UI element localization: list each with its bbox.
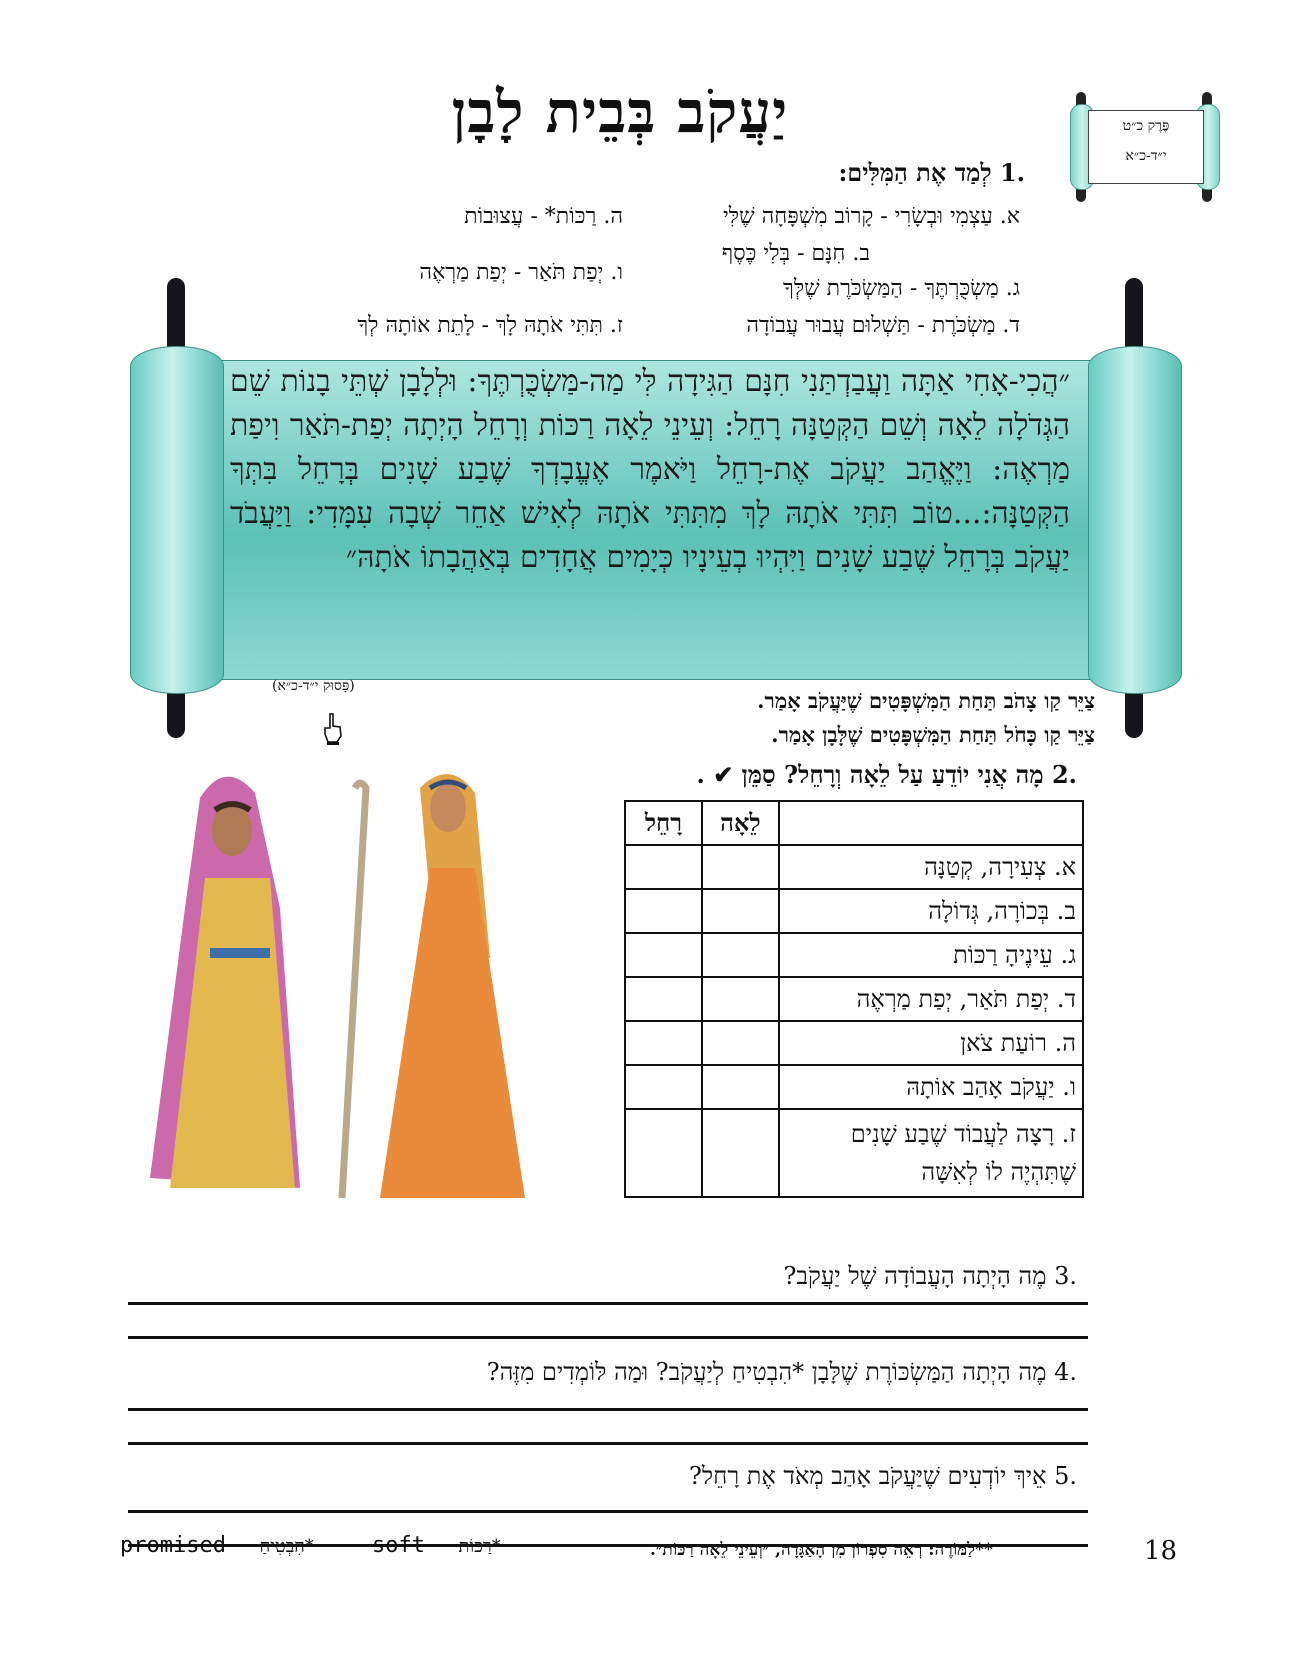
answer-line[interactable] [128, 1336, 1088, 1339]
checkbox-rachel[interactable] [625, 1065, 702, 1109]
row-label: ד. יְפַת תֹּאַר, יְפַת מַרְאֶה [779, 977, 1083, 1021]
question-4: .4 מֶה הָיְתָה הַמַּשְׂכּוֹרֶת שֶׁלָּבָן *הִבְטִיחַ לְיַעֲקֹב? וּמַה לּוֹמְדִים מִזֶּה? [486, 1358, 1077, 1386]
checkbox-leah[interactable] [702, 1065, 779, 1109]
table-row [625, 889, 1083, 933]
page-number: 18 [1144, 1536, 1178, 1566]
column-header-leah: לֵאָה [702, 801, 779, 845]
gloss-english: soft - [372, 1533, 452, 1558]
gloss-english: promised - [120, 1533, 253, 1558]
checkbox-leah[interactable] [702, 933, 779, 977]
checkbox-rachel[interactable] [625, 977, 702, 1021]
vocab-item: ג. מַשְׂכֻּרְתֶּךָ - הַמַּשְׂכֹּרֶת שֶׁלְּךָ [783, 276, 1020, 301]
verse-reference: (פָּסוּק י״ד-כ״א) [272, 678, 355, 694]
gloss-soft [372, 1533, 501, 1558]
question-5: .5 אֵיךְ יוֹדְעִים שֶׁיַּעֲקֹב אָהַב מְאֹד אֶת רָחֵל? [689, 1462, 1077, 1490]
row-label: ה. רוֹעַת צֹאן [779, 1021, 1083, 1065]
vocab-item: ב. חִנָּם - בְּלִי כֶּסֶף [721, 241, 870, 266]
checkbox-leah[interactable] [702, 889, 779, 933]
instruction-yellow: צַיֵּר קַו צָהֹב תַּחַת הַמִּשְׁפָּטִים שֶׁיַּעֲקֹב אָמַר. [757, 688, 1095, 713]
answer-line[interactable] [128, 1510, 1088, 1513]
row-label: א. צְעִירָה, קְטַנָּה [779, 845, 1083, 889]
gloss-hebrew: רַכּוֹת* [458, 1536, 501, 1557]
table-row [625, 845, 1083, 889]
table-row [625, 977, 1083, 1021]
scroll-cylinder [1088, 346, 1182, 694]
checkbox-rachel[interactable] [625, 1109, 702, 1197]
gloss-promised [120, 1533, 314, 1558]
column-header-rachel: רָחֵל [625, 801, 702, 845]
chapter-verses: י״ד-כ״א [1125, 148, 1167, 164]
table-row [625, 1109, 1083, 1197]
pointing-hand-icon [320, 712, 346, 746]
instruction-blue: צַיֵּר קַו כָּחֹל תַּחַת הַמִּשְׁפָּטִים שֶׁלָּבָן אָמַר. [771, 722, 1095, 747]
vocab-item: ז. תִּתִּי אֹתָהּ לָךְ - לָתֵת אוֹתָהּ לְךָ [357, 313, 623, 338]
table-row [625, 933, 1083, 977]
checkbox-rachel[interactable] [625, 1021, 702, 1065]
column-header-statement [779, 801, 1083, 845]
leah-rachel-table [624, 800, 1084, 1198]
checkbox-rachel[interactable] [625, 933, 702, 977]
chapter-scroll [1070, 92, 1220, 202]
scroll-cylinder [130, 346, 224, 694]
table-row [625, 1065, 1083, 1109]
row-label: ב. בְּכוֹרָה, גְּדוֹלָה [779, 889, 1083, 933]
vocab-item: א. עַצְמִי וּבְשָׂרִי - קָרוֹב מִשְׁפָּחָה שֶׁלִּי [722, 204, 1020, 229]
page-title: יַעֲקֹב בְּבֵית לָבָן [451, 78, 789, 146]
answer-line[interactable] [128, 1408, 1088, 1411]
vocab-item: ה. רַכּוֹת* - עֲצוּבוֹת [464, 204, 623, 229]
row-label: ו. יַעֲקֹב אָהַב אוֹתָהּ [779, 1065, 1083, 1109]
leah-rachel-illustration [130, 758, 570, 1218]
answer-line[interactable] [128, 1442, 1088, 1445]
checkbox-rachel[interactable] [625, 845, 702, 889]
section1-heading: .1 לְמַד אֶת הַמִּלִּים: [838, 158, 1025, 187]
vocab-item: ד. מַשְׂכֹּרֶת - תַּשְׁלוּם עֲבוּר עֲבוֹדָה [746, 313, 1020, 338]
row-label: ז. רָצָה לַעֲבוֹד שֶׁבַע שָׁנִים שֶׁתִּהְיֶה לוֹ לְאִשָּׁה [779, 1109, 1083, 1197]
question-2: .2 מָה אֲנִי יוֹדֵעַ עַל לֵאָה וְרָחֵל? סַמֵּן ✔ . [696, 760, 1077, 789]
checkbox-leah[interactable] [702, 977, 779, 1021]
checkbox-leah[interactable] [702, 1109, 779, 1197]
checkbox-rachel[interactable] [625, 889, 702, 933]
table-row [625, 1021, 1083, 1065]
chapter-number: פֶּרֶק כ״ט [1122, 118, 1170, 134]
teacher-note: **לַמּוֹרֶה: רְאֵה סִפְרוֹן מִן הָאַגָּדָה, ״וְעֵינֵי לֵאָה רַכּוֹת״. [650, 1540, 993, 1560]
gloss-hebrew: הִבְטִיחַ* [259, 1536, 314, 1557]
verse-text: ״הֲכִי-אָחִי אַתָּה וַעֲבַדְתַּנִי חִנָּם הַגִּידָה לִּי מַה-מַּשְׂכֻּרְתֶּךָ: וּלְלָבָן שְׁתֵּי בָנוֹת שֵׁם הַגְּדֹלָה לֵאָה וְשֵׁם הַקְּטַנָּה רָחֵל: וְעֵינֵי לֵאָה רַכּוֹת וְרָחֵל הָיְתָה יְפַת-תֹּאַר וִיפַת מַרְאֶה: וַיֶּאֱהַב יַעֲקֹב אֶת-רָחֵל וַיֹּאמֶר אֶעֱבָדְךָ שֶׁבַע שָׁנִים בְּרָחֵל בִּתְּךָ הַקְּטַנָּה:...טוֹב תִּתִּי אֹתָהּ לָךְ מִתִּתִּי אֹתָהּ לְאִישׁ אַחֵר שְׁבָה עִמָּדִי: וַיַּעֲבֹד יַעֲקֹב בְּרָחֵל שֶׁבַע שָׁנִים וַיִּהְיוּ בְעֵינָיו כְּיָמִים אֲחָדִים בְּאַהֲבָתוֹ אֹתָהּ״ [230, 364, 1070, 575]
row-label: ג. עֵינֶיהָ רַכּוֹת [779, 933, 1083, 977]
question-3: .3 מֶה הָיְתָה הָעֲבוֹדָה שֶׁל יַעֲקֹב? [783, 1262, 1077, 1290]
vocab-item: ו. יְפַת תֹּאַר - יְפַת מַרְאֶה [419, 260, 623, 285]
checkbox-leah[interactable] [702, 845, 779, 889]
answer-line[interactable] [128, 1302, 1088, 1305]
chapter-label [1088, 110, 1204, 184]
checkbox-leah[interactable] [702, 1021, 779, 1065]
table-header-row [625, 801, 1083, 845]
